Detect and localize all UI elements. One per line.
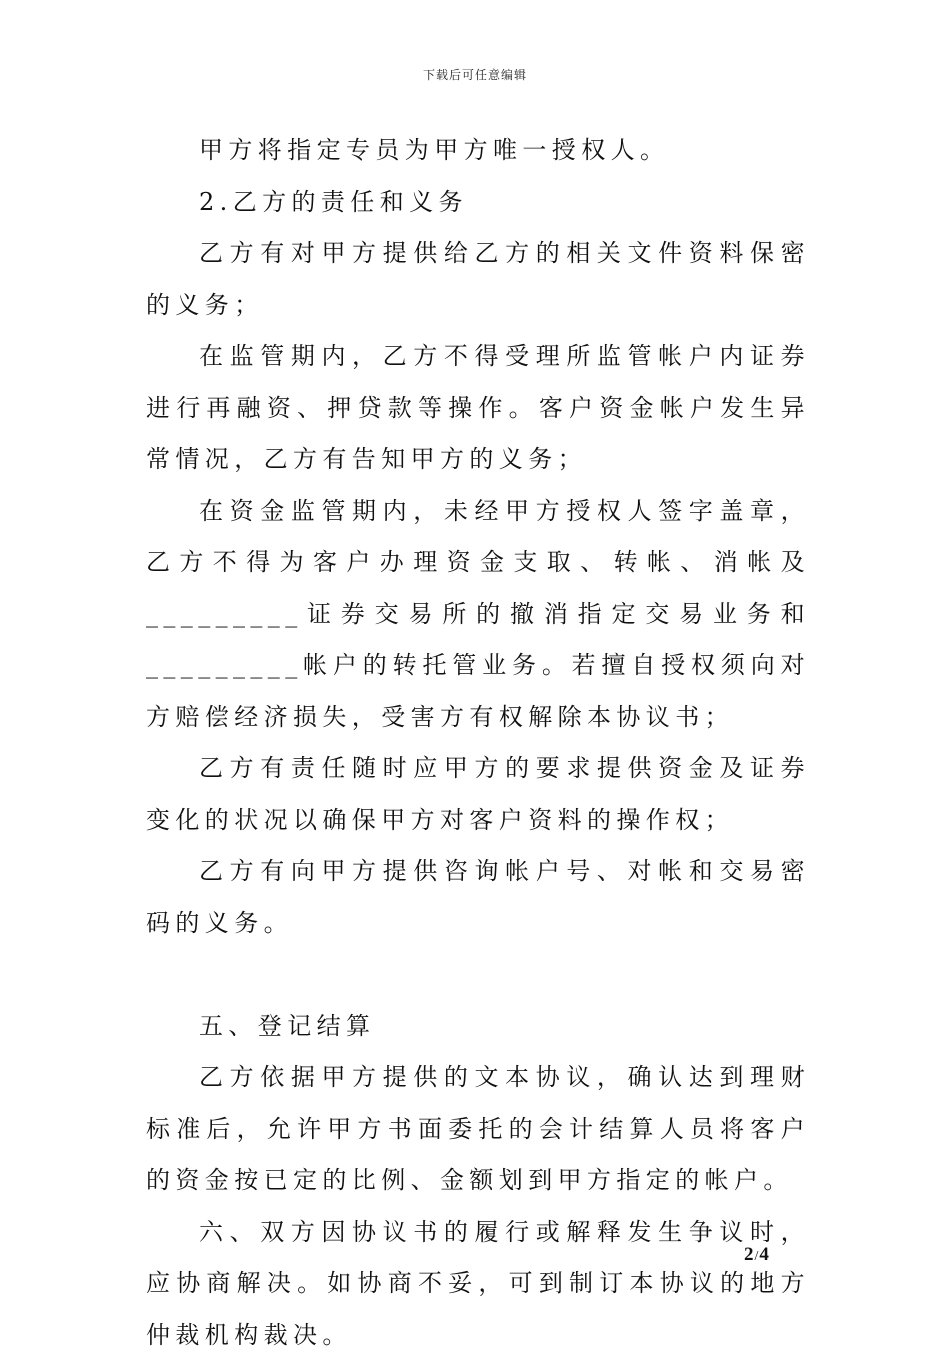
section-heading-party-b-duties: 2.乙方的责任和义务 [146,177,810,229]
paragraph-fund-supervision-part3: 帐户的转托管业务。若擅自授权须向对方赔偿经济损失，受害方有权解除本协议书； [146,651,810,731]
page-current: 2 [744,1244,754,1265]
document-body [146,125,810,1361]
paragraph-provide-password: 乙方有向甲方提供咨询帐户号、对帐和交易密码的义务。 [146,846,810,949]
paragraph-dispute: 六、双方因协议书的履行或解释发生争议时，应协商解决。如协商不妥，可到制订本协议的地方仲裁机构裁决。 [146,1207,810,1361]
paragraph-settlement: 乙方依据甲方提供的文本协议，确认达到理财标准后，允许甲方书面委托的会计结算人员将客户的资金按已定的比例、金额划到甲方指定的帐户。 [146,1052,810,1207]
paragraph-supervision-period: 在监管期内，乙方不得受理所监管帐户内证券进行再融资、押贷款等操作。客户资金帐户发生异常情况，乙方有告知甲方的义务； [146,331,810,486]
blank-field-exchange: _________ [146,600,303,628]
page-number [744,1244,769,1266]
page-separator: / [755,1249,759,1264]
paragraph-fund-supervision-part1: 在资金监管期内，未经甲方授权人签字盖章，乙方不得为客户办理资金支取、转帐、消帐及 [146,497,810,577]
paragraph-confidentiality: 乙方有对甲方提供给乙方的相关文件资料保密的义务； [146,228,810,331]
section-heading-settlement: 五、登记结算 [146,1001,810,1053]
paragraph-fund-supervision [146,486,810,744]
paragraph-provide-status: 乙方有责任随时应甲方的要求提供资金及证券变化的状况以确保甲方对客户资料的操作权； [146,743,810,846]
paragraph-authorized-person: 甲方将指定专员为甲方唯一授权人。 [146,125,810,177]
page-header: 下载后可任意编辑 [0,66,950,83]
paragraph-fund-supervision-part2: 证券交易所的撤消指定交易业务和 [303,600,810,628]
blank-field-account: _________ [146,651,303,679]
page-total: 4 [759,1244,769,1265]
